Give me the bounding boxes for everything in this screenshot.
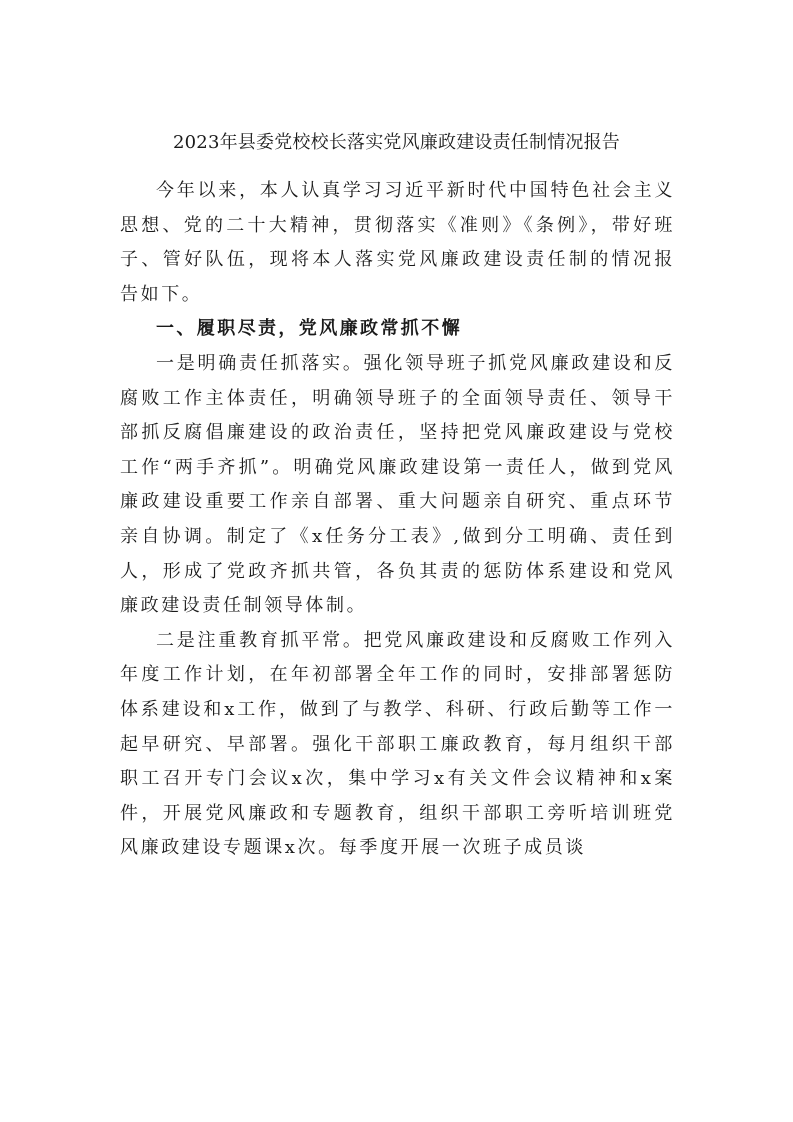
paragraph-responsibility: 一是明确责任抓落实。强化领导班子抓党风廉政建设和反腐败工作主体责任，明确领导班子的全面领导责任、领导干部抓反腐倡廉建设的政治责任，坚持把党风廉政建设与党校工作“两手齐抓”。明确党风廉政建设第一责任人，做到党风廉政建设重要工作亲自部署、重大问题亲自研究、重点环节亲自协调。制定了《x任务分工表》,做到分工明确、责任到人，形成了党政齐抓共管，各负其责的惩防体系建设和党风廉政建设责任制领导体制。 — [120, 352, 675, 617]
intro-paragraph: 今年以来，本人认真学习习近平新时代中国特色社会主义思想、党的二十大精神，贯彻落实《准则》《条例》，带好班子、管好队伍，现将本人落实党风廉政建设责任制的情况报告如下。 — [120, 180, 675, 305]
document-title: 2023年县委党校校长落实党风廉政建设责任制情况报告 — [172, 132, 620, 153]
paragraph-education: 二是注重教育抓平常。把党风廉政建设和反腐败工作列入年度工作计划，在年初部署全年工作的同时，安排部署惩防体系建设和x工作，做到了与教学、科研、行政后勤等工作一起早研究、早部署。强化干部职工廉政教育，每月组织干部职工召开专门会议x次，集中学习x有关文件会议精神和x案件，开展党风廉政和专题教育，组织干部职工旁听培训班党风廉政建设专题课x次。每季度开展一次班子成员谈 — [120, 629, 675, 859]
section-heading: 一、履职尽责，党风廉政常抓不懈 — [156, 318, 462, 340]
document-body — [120, 174, 675, 866]
